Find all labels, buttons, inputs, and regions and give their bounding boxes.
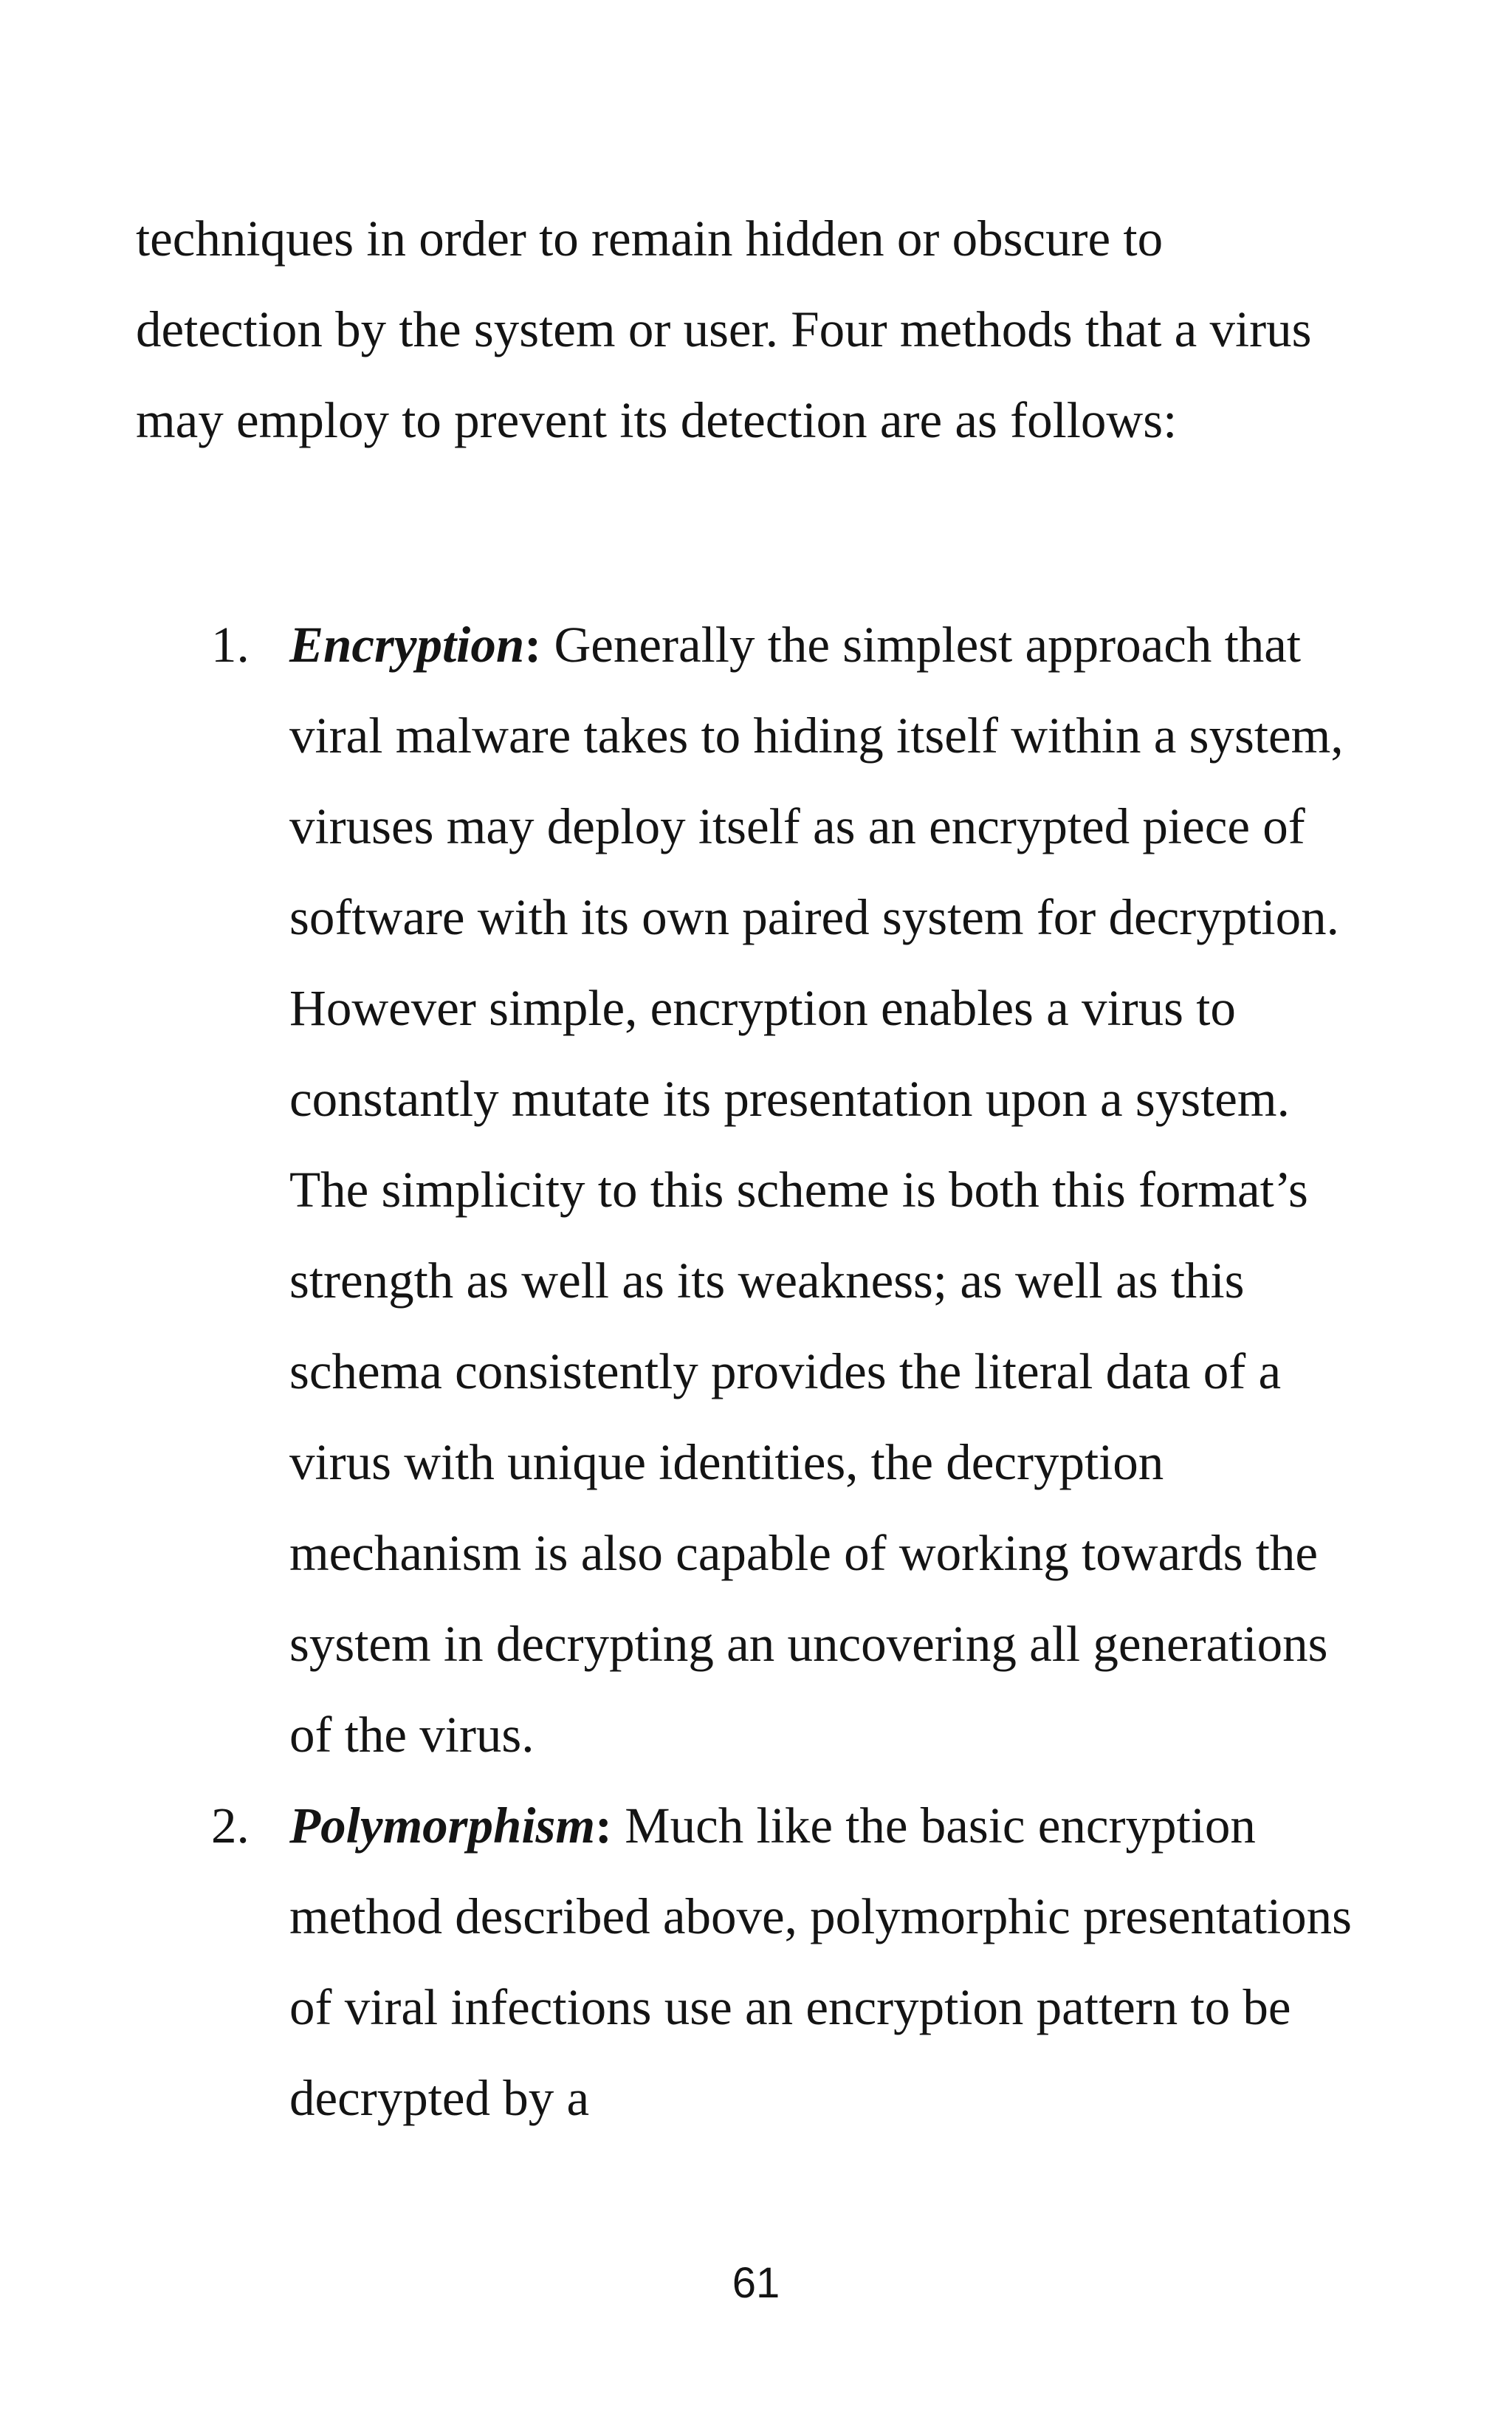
list-item-term: Encryption — [289, 617, 525, 673]
list-item — [0, 1780, 1375, 2144]
list-item-number: 1. — [211, 617, 250, 673]
detection-methods-list — [0, 600, 1512, 2144]
list-item — [0, 600, 1375, 1780]
page-number: 61 — [732, 2259, 780, 2307]
list-item-text: Generally the simplest approach that viral malware takes to hiding itself within a system, viruses may deploy itself as an encrypted piece of software with its own paired system for decryption. However simple, encryption enables a virus to constantly mutate its presentation upon a system. The simplicity to this scheme is both this format’s strength as well as its weakness; as well as this schema consistently provides the literal data of a virus with unique identities, the decryption mechanism is also capable of working towards the system in decrypting an uncovering all generations of the virus. — [289, 617, 1344, 1763]
list-item-text: Much like the basic encryption method described above, polymorphic presentations of viral infections use an encryption pattern to be decrypted by a — [289, 1797, 1353, 2126]
list-item-term: Polymorphism — [289, 1797, 596, 1854]
list-item-number: 2. — [211, 1797, 250, 1854]
intro-paragraph: techniques in order to remain hidden or obscure to detection by the system or user. Four methods that a virus may employ to prevent its detection are as follows: — [136, 210, 1312, 448]
list-item-colon: : — [524, 617, 542, 673]
list-item-colon: : — [595, 1797, 613, 1854]
